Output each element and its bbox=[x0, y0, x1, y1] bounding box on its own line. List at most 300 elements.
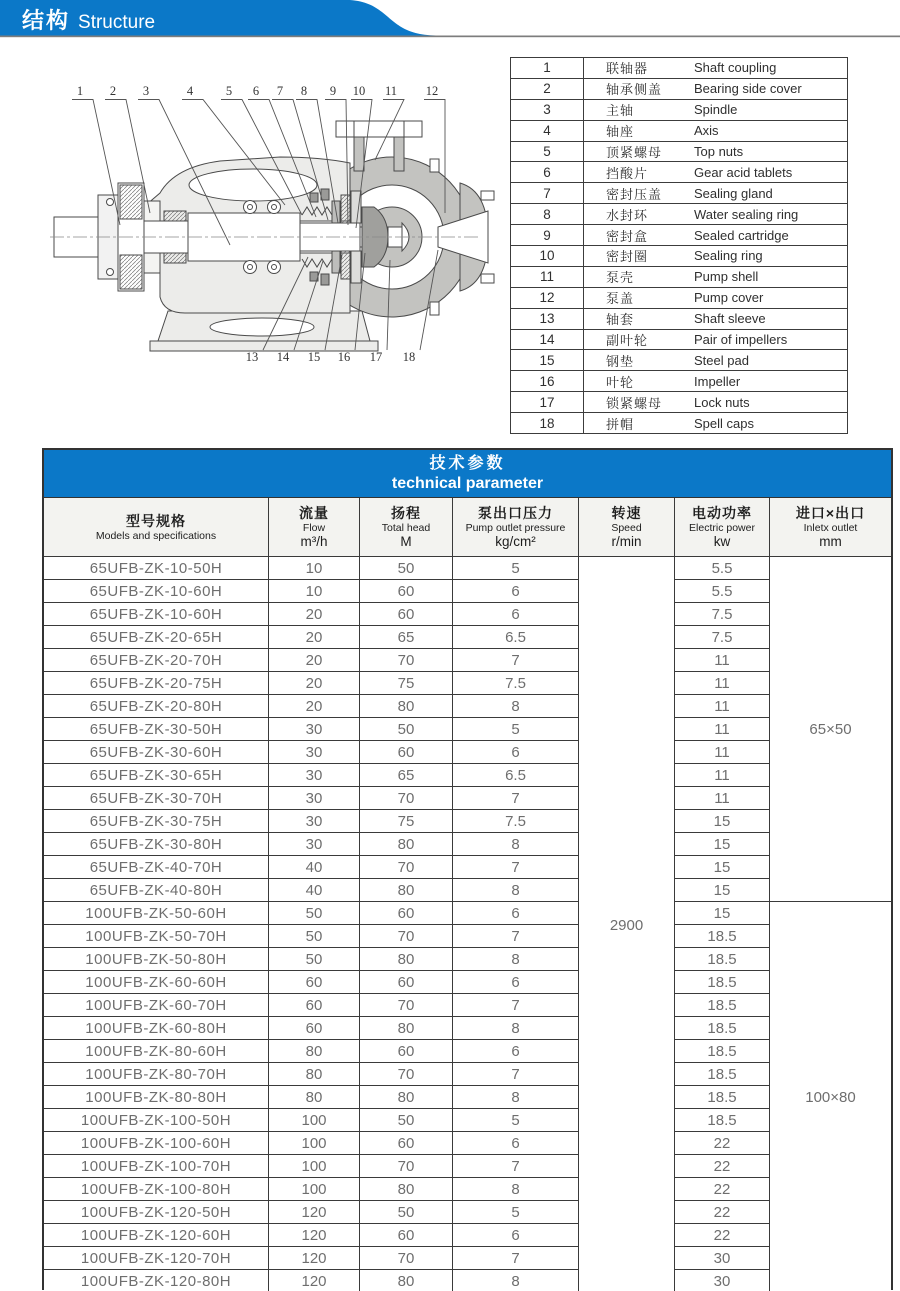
cell-flow: 40 bbox=[269, 879, 360, 902]
cell-model: 100UFB-ZK-120-50H bbox=[44, 1201, 269, 1224]
cell-flow: 50 bbox=[269, 902, 360, 925]
col-header-en: Flow bbox=[302, 521, 326, 534]
cell-power: 30 bbox=[675, 1270, 770, 1291]
cell-pressure: 6 bbox=[453, 580, 579, 603]
cell-power: 7.5 bbox=[675, 626, 770, 649]
cell-flow: 120 bbox=[269, 1224, 360, 1247]
cell-pressure: 6.5 bbox=[453, 764, 579, 787]
cell-power: 11 bbox=[675, 718, 770, 741]
tech-table-header-row bbox=[44, 498, 891, 557]
cell-model: 100UFB-ZK-50-60H bbox=[44, 902, 269, 925]
cell-power: 7.5 bbox=[675, 603, 770, 626]
col-header-unit: m³/h bbox=[300, 533, 328, 549]
part-name-zh: 副叶轮 bbox=[606, 333, 649, 349]
part-name-en: Sealed cartridge bbox=[694, 227, 789, 243]
part-number: 8 bbox=[511, 204, 584, 224]
cell-pressure: 5 bbox=[453, 557, 579, 580]
cell-model: 65UFB-ZK-10-60H bbox=[44, 580, 269, 603]
part-number: 10 bbox=[511, 246, 584, 266]
cell-model: 100UFB-ZK-120-80H bbox=[44, 1270, 269, 1291]
cell-model: 100UFB-ZK-120-70H bbox=[44, 1247, 269, 1270]
part-name-cell bbox=[584, 309, 847, 328]
col-header-zh: 扬程 bbox=[391, 504, 421, 521]
col-header-en: Speed bbox=[611, 521, 642, 534]
cell-power: 11 bbox=[675, 672, 770, 695]
part-callout-number: 9 bbox=[329, 84, 337, 98]
tech-column-header bbox=[453, 498, 579, 557]
part-callout-number: 7 bbox=[276, 84, 284, 98]
cell-head: 50 bbox=[360, 557, 453, 580]
part-callout-number: 8 bbox=[300, 84, 308, 98]
cell-power: 18.5 bbox=[675, 994, 770, 1017]
part-name-cell bbox=[584, 205, 847, 224]
cell-model: 65UFB-ZK-10-50H bbox=[44, 557, 269, 580]
col-header-zh: 型号规格 bbox=[126, 512, 186, 529]
part-name-zh: 叶轮 bbox=[606, 374, 635, 390]
part-name-zh: 轴座 bbox=[606, 124, 635, 140]
cell-power: 11 bbox=[675, 695, 770, 718]
col-header-en: Total head bbox=[381, 521, 431, 534]
cell-power: 22 bbox=[675, 1132, 770, 1155]
part-callout-number: 6 bbox=[252, 84, 260, 98]
cell-flow: 30 bbox=[269, 764, 360, 787]
part-number: 1 bbox=[511, 58, 584, 78]
part-name-en: Impeller bbox=[694, 373, 741, 389]
part-name-en: Shaft coupling bbox=[694, 60, 777, 76]
cell-head: 80 bbox=[360, 833, 453, 856]
cell-inlet-outlet-merged: 65×50 bbox=[770, 557, 891, 902]
cell-head: 60 bbox=[360, 580, 453, 603]
cell-power: 18.5 bbox=[675, 1017, 770, 1040]
parts-table bbox=[510, 57, 848, 434]
cell-power: 22 bbox=[675, 1178, 770, 1201]
part-number: 17 bbox=[511, 392, 584, 412]
part-callout-number: 13 bbox=[245, 350, 259, 364]
cell-flow: 30 bbox=[269, 810, 360, 833]
cell-flow: 80 bbox=[269, 1086, 360, 1109]
part-name-cell bbox=[584, 288, 847, 307]
cell-model: 65UFB-ZK-20-65H bbox=[44, 626, 269, 649]
cell-power: 11 bbox=[675, 787, 770, 810]
part-name-cell bbox=[584, 226, 847, 245]
cell-model: 100UFB-ZK-60-80H bbox=[44, 1017, 269, 1040]
cell-power: 18.5 bbox=[675, 971, 770, 994]
cell-head: 70 bbox=[360, 787, 453, 810]
part-name-en: Top nuts bbox=[694, 144, 744, 159]
part-name-en: Spindle bbox=[694, 102, 738, 118]
cell-power: 5.5 bbox=[675, 557, 770, 580]
cell-model: 65UFB-ZK-30-80H bbox=[44, 833, 269, 856]
cell-power: 22 bbox=[675, 1201, 770, 1224]
part-callout-number: 3 bbox=[142, 84, 150, 98]
cell-model: 65UFB-ZK-30-65H bbox=[44, 764, 269, 787]
cell-power: 30 bbox=[675, 1247, 770, 1270]
part-name-cell bbox=[584, 142, 847, 161]
part-name-zh: 密封盒 bbox=[606, 228, 649, 244]
cell-flow: 30 bbox=[269, 833, 360, 856]
part-name-zh: 拼帽 bbox=[606, 416, 635, 432]
cell-head: 60 bbox=[360, 1040, 453, 1063]
cell-head: 80 bbox=[360, 695, 453, 718]
cell-flow: 30 bbox=[269, 787, 360, 810]
cell-pressure: 8 bbox=[453, 879, 579, 902]
parts-table-row bbox=[510, 58, 848, 79]
cell-flow: 10 bbox=[269, 557, 360, 580]
part-number: 13 bbox=[511, 309, 584, 329]
part-name-zh: 轴套 bbox=[606, 312, 635, 328]
part-name-cell bbox=[584, 184, 847, 203]
tech-title-zh: 技术参数 bbox=[429, 455, 506, 472]
cell-pressure: 6 bbox=[453, 971, 579, 994]
cell-model: 65UFB-ZK-30-70H bbox=[44, 787, 269, 810]
cell-pressure: 7 bbox=[453, 925, 579, 948]
cell-head: 70 bbox=[360, 649, 453, 672]
parts-table-row bbox=[510, 371, 848, 392]
banner-title-zh: 结构 bbox=[22, 8, 71, 33]
part-number: 12 bbox=[511, 288, 584, 308]
parts-table-row bbox=[510, 392, 848, 413]
cell-model: 100UFB-ZK-100-80H bbox=[44, 1178, 269, 1201]
part-name-cell bbox=[584, 121, 847, 140]
cell-head: 80 bbox=[360, 1270, 453, 1291]
cell-flow: 120 bbox=[269, 1270, 360, 1291]
part-callout-number: 17 bbox=[369, 350, 383, 364]
parts-table-row bbox=[510, 121, 848, 142]
cell-model: 100UFB-ZK-100-70H bbox=[44, 1155, 269, 1178]
cell-pressure: 5 bbox=[453, 1201, 579, 1224]
cell-power: 18.5 bbox=[675, 1040, 770, 1063]
cell-pressure: 6 bbox=[453, 1224, 579, 1247]
part-name-zh: 主轴 bbox=[606, 103, 635, 119]
cell-power: 15 bbox=[675, 856, 770, 879]
cell-head: 80 bbox=[360, 1086, 453, 1109]
cell-power: 18.5 bbox=[675, 1086, 770, 1109]
cell-flow: 20 bbox=[269, 626, 360, 649]
parts-table-row bbox=[510, 225, 848, 246]
cell-power: 18.5 bbox=[675, 1063, 770, 1086]
cell-head: 80 bbox=[360, 1017, 453, 1040]
cell-pressure: 6.5 bbox=[453, 626, 579, 649]
cell-model: 65UFB-ZK-30-60H bbox=[44, 741, 269, 764]
section-banner bbox=[0, 0, 900, 40]
pump-diagram-svg bbox=[40, 65, 500, 380]
col-header-zh: 泵出口压力 bbox=[478, 504, 553, 521]
cell-power: 11 bbox=[675, 764, 770, 787]
cell-pressure: 8 bbox=[453, 695, 579, 718]
cell-pressure: 7 bbox=[453, 856, 579, 879]
cell-pressure: 7 bbox=[453, 1063, 579, 1086]
cell-speed-merged: 2900 bbox=[579, 557, 675, 1291]
part-name-zh: 密封圈 bbox=[606, 249, 649, 265]
cell-model: 100UFB-ZK-80-60H bbox=[44, 1040, 269, 1063]
part-callout-number: 18 bbox=[402, 350, 416, 364]
cell-model: 100UFB-ZK-100-60H bbox=[44, 1132, 269, 1155]
col-header-zh: 流量 bbox=[299, 504, 329, 521]
cell-head: 70 bbox=[360, 856, 453, 879]
col-header-unit: kw bbox=[713, 533, 731, 549]
cell-head: 50 bbox=[360, 1109, 453, 1132]
cell-power: 18.5 bbox=[675, 925, 770, 948]
cell-head: 65 bbox=[360, 764, 453, 787]
cell-flow: 50 bbox=[269, 948, 360, 971]
cell-head: 75 bbox=[360, 810, 453, 833]
part-number: 9 bbox=[511, 225, 584, 245]
parts-table-row bbox=[510, 100, 848, 121]
cell-head: 80 bbox=[360, 879, 453, 902]
cell-head: 70 bbox=[360, 1247, 453, 1270]
part-callout-number: 10 bbox=[352, 84, 366, 98]
cell-pressure: 5 bbox=[453, 1109, 579, 1132]
part-name-zh: 水封环 bbox=[606, 207, 649, 223]
cell-pressure: 6 bbox=[453, 1040, 579, 1063]
cell-flow: 100 bbox=[269, 1109, 360, 1132]
cell-flow: 80 bbox=[269, 1063, 360, 1086]
col-header-zh: 转速 bbox=[611, 504, 642, 521]
part-callout-number: 5 bbox=[225, 84, 233, 98]
part-name-zh: 泵壳 bbox=[606, 270, 635, 286]
cell-flow: 80 bbox=[269, 1040, 360, 1063]
part-name-zh: 锁紧螺母 bbox=[606, 395, 663, 411]
cell-model: 65UFB-ZK-20-80H bbox=[44, 695, 269, 718]
col-header-zh: 电动功率 bbox=[692, 504, 752, 521]
part-name-en: Pump cover bbox=[694, 290, 764, 306]
part-name-cell bbox=[584, 372, 847, 391]
part-callout-number: 12 bbox=[425, 84, 439, 98]
parts-table-row bbox=[510, 330, 848, 351]
cell-flow: 120 bbox=[269, 1247, 360, 1270]
cell-power: 5.5 bbox=[675, 580, 770, 603]
cell-head: 50 bbox=[360, 718, 453, 741]
cell-flow: 20 bbox=[269, 649, 360, 672]
part-name-cell bbox=[584, 330, 847, 349]
part-callout-number: 16 bbox=[337, 350, 351, 364]
part-name-zh: 挡酸片 bbox=[606, 165, 649, 181]
cell-power: 22 bbox=[675, 1224, 770, 1247]
cell-power: 15 bbox=[675, 810, 770, 833]
part-number: 3 bbox=[511, 100, 584, 120]
part-callout-number: 11 bbox=[384, 84, 398, 98]
cell-head: 70 bbox=[360, 994, 453, 1017]
cell-flow: 60 bbox=[269, 994, 360, 1017]
tech-column-header bbox=[269, 498, 360, 557]
part-name-en: Spell caps bbox=[694, 415, 754, 431]
part-name-en: Water sealing ring bbox=[694, 206, 799, 222]
part-name-cell bbox=[584, 246, 847, 265]
cell-pressure: 8 bbox=[453, 1270, 579, 1291]
cell-pressure: 6 bbox=[453, 741, 579, 764]
tech-title-en: technical parameter bbox=[391, 475, 544, 492]
cell-power: 11 bbox=[675, 649, 770, 672]
cell-model: 65UFB-ZK-30-75H bbox=[44, 810, 269, 833]
cell-pressure: 6 bbox=[453, 1132, 579, 1155]
cell-pressure: 8 bbox=[453, 1178, 579, 1201]
part-callout-number: 2 bbox=[109, 84, 117, 98]
cell-flow: 10 bbox=[269, 580, 360, 603]
cell-model: 100UFB-ZK-60-60H bbox=[44, 971, 269, 994]
cell-pressure: 7 bbox=[453, 787, 579, 810]
tech-table-title bbox=[44, 450, 891, 498]
cell-model: 100UFB-ZK-80-70H bbox=[44, 1063, 269, 1086]
cell-pressure: 7.5 bbox=[453, 810, 579, 833]
tech-column-header bbox=[770, 498, 891, 557]
cell-flow: 100 bbox=[269, 1132, 360, 1155]
cell-inlet-outlet-merged: 100×80 bbox=[770, 902, 891, 1291]
cell-pressure: 6 bbox=[453, 902, 579, 925]
part-number: 4 bbox=[511, 121, 584, 141]
cell-head: 70 bbox=[360, 1063, 453, 1086]
cell-head: 60 bbox=[360, 971, 453, 994]
cell-pressure: 8 bbox=[453, 948, 579, 971]
cell-model: 65UFB-ZK-10-60H bbox=[44, 603, 269, 626]
part-number: 14 bbox=[511, 330, 584, 350]
cell-head: 70 bbox=[360, 1155, 453, 1178]
col-header-en: Models and specifications bbox=[95, 529, 217, 542]
cell-model: 100UFB-ZK-80-80H bbox=[44, 1086, 269, 1109]
part-name-en: Axis bbox=[694, 123, 719, 139]
cell-flow: 60 bbox=[269, 971, 360, 994]
cell-flow: 60 bbox=[269, 1017, 360, 1040]
cell-head: 60 bbox=[360, 902, 453, 925]
part-name-cell bbox=[584, 58, 847, 77]
cell-head: 80 bbox=[360, 1178, 453, 1201]
col-header-en: Pump outlet pressure bbox=[465, 521, 566, 534]
cell-flow: 100 bbox=[269, 1178, 360, 1201]
cell-head: 60 bbox=[360, 1132, 453, 1155]
cell-model: 100UFB-ZK-120-60H bbox=[44, 1224, 269, 1247]
parts-table-row bbox=[510, 142, 848, 163]
tech-column-header bbox=[579, 498, 675, 557]
banner-title-en: Structure bbox=[78, 12, 156, 33]
part-name-cell bbox=[584, 414, 847, 433]
cell-pressure: 7 bbox=[453, 994, 579, 1017]
cell-pressure: 5 bbox=[453, 718, 579, 741]
cell-head: 75 bbox=[360, 672, 453, 695]
parts-table-row bbox=[510, 204, 848, 225]
cell-head: 65 bbox=[360, 626, 453, 649]
cell-head: 70 bbox=[360, 925, 453, 948]
part-name-cell bbox=[584, 267, 847, 286]
cell-model: 65UFB-ZK-20-70H bbox=[44, 649, 269, 672]
tech-column-header bbox=[360, 498, 453, 557]
col-header-en: Electric power bbox=[689, 521, 755, 534]
part-name-en: Lock nuts bbox=[694, 394, 750, 410]
part-number: 15 bbox=[511, 350, 584, 370]
cell-model: 100UFB-ZK-100-50H bbox=[44, 1109, 269, 1132]
part-number: 6 bbox=[511, 162, 584, 182]
parts-table-row bbox=[510, 246, 848, 267]
part-name-en: Bearing side cover bbox=[694, 81, 802, 97]
part-name-en: Gear acid tablets bbox=[694, 164, 793, 180]
part-name-zh: 联轴器 bbox=[606, 61, 649, 77]
parts-table-row bbox=[510, 267, 848, 288]
pump-cross-section-diagram bbox=[40, 65, 500, 380]
cell-model: 100UFB-ZK-60-70H bbox=[44, 994, 269, 1017]
part-number: 7 bbox=[511, 183, 584, 203]
cell-head: 60 bbox=[360, 1224, 453, 1247]
cell-flow: 20 bbox=[269, 672, 360, 695]
tech-parameter-table bbox=[42, 448, 893, 1290]
cell-head: 60 bbox=[360, 741, 453, 764]
parts-table-row bbox=[510, 350, 848, 371]
cell-flow: 20 bbox=[269, 603, 360, 626]
banner-title bbox=[22, 4, 155, 35]
parts-table-row bbox=[510, 79, 848, 100]
part-name-en: Pump shell bbox=[694, 269, 759, 285]
cell-model: 100UFB-ZK-50-70H bbox=[44, 925, 269, 948]
col-header-unit: kg/cm² bbox=[495, 533, 536, 549]
part-number: 2 bbox=[511, 79, 584, 99]
cell-model: 65UFB-ZK-40-70H bbox=[44, 856, 269, 879]
cell-flow: 50 bbox=[269, 925, 360, 948]
cell-model: 100UFB-ZK-50-80H bbox=[44, 948, 269, 971]
part-name-en: Shaft sleeve bbox=[694, 311, 766, 327]
part-name-cell bbox=[584, 79, 847, 98]
part-callout-number: 14 bbox=[276, 350, 290, 364]
cell-power: 15 bbox=[675, 902, 770, 925]
part-number: 16 bbox=[511, 371, 584, 391]
part-name-en: Pair of impellers bbox=[694, 332, 788, 348]
cell-power: 15 bbox=[675, 879, 770, 902]
col-header-en: Inletx outlet bbox=[803, 521, 858, 534]
cell-pressure: 7 bbox=[453, 1247, 579, 1270]
parts-table-row bbox=[510, 288, 848, 309]
tech-table-body bbox=[44, 557, 891, 1291]
pump-drawing bbox=[50, 121, 494, 351]
part-name-cell bbox=[584, 100, 847, 119]
part-name-cell bbox=[584, 163, 847, 182]
cell-model: 65UFB-ZK-20-75H bbox=[44, 672, 269, 695]
cell-pressure: 8 bbox=[453, 1017, 579, 1040]
cell-power: 11 bbox=[675, 741, 770, 764]
part-callout-number: 15 bbox=[307, 350, 321, 364]
col-header-unit: M bbox=[400, 533, 412, 549]
tech-column-header bbox=[44, 498, 269, 557]
col-header-unit: r/min bbox=[611, 533, 642, 549]
col-header-unit: mm bbox=[819, 533, 842, 549]
part-number: 18 bbox=[511, 413, 584, 433]
part-name-zh: 泵盖 bbox=[606, 291, 635, 307]
parts-table-row bbox=[510, 183, 848, 204]
part-callout-number: 1 bbox=[76, 84, 84, 98]
cell-model: 65UFB-ZK-40-80H bbox=[44, 879, 269, 902]
cell-head: 50 bbox=[360, 1201, 453, 1224]
parts-table-row bbox=[510, 162, 848, 183]
cell-head: 80 bbox=[360, 948, 453, 971]
part-name-en: Sealing gland bbox=[694, 185, 773, 201]
part-name-cell bbox=[584, 393, 847, 412]
cell-power: 18.5 bbox=[675, 1109, 770, 1132]
cell-head: 60 bbox=[360, 603, 453, 626]
part-number: 11 bbox=[511, 267, 584, 287]
cell-flow: 100 bbox=[269, 1155, 360, 1178]
part-name-en: Sealing ring bbox=[694, 248, 763, 264]
cell-power: 15 bbox=[675, 833, 770, 856]
cell-power: 22 bbox=[675, 1155, 770, 1178]
cell-pressure: 8 bbox=[453, 833, 579, 856]
part-name-zh: 密封压盖 bbox=[606, 186, 663, 202]
tech-column-header bbox=[675, 498, 770, 557]
part-name-zh: 轴承侧盖 bbox=[606, 82, 663, 98]
cell-flow: 120 bbox=[269, 1201, 360, 1224]
col-header-zh: 进口×出口 bbox=[795, 504, 866, 521]
cell-flow: 30 bbox=[269, 741, 360, 764]
cell-flow: 20 bbox=[269, 695, 360, 718]
cell-flow: 40 bbox=[269, 856, 360, 879]
cell-pressure: 7 bbox=[453, 1155, 579, 1178]
cell-pressure: 6 bbox=[453, 603, 579, 626]
part-name-zh: 顶紧螺母 bbox=[606, 145, 663, 160]
parts-table-row bbox=[510, 309, 848, 330]
